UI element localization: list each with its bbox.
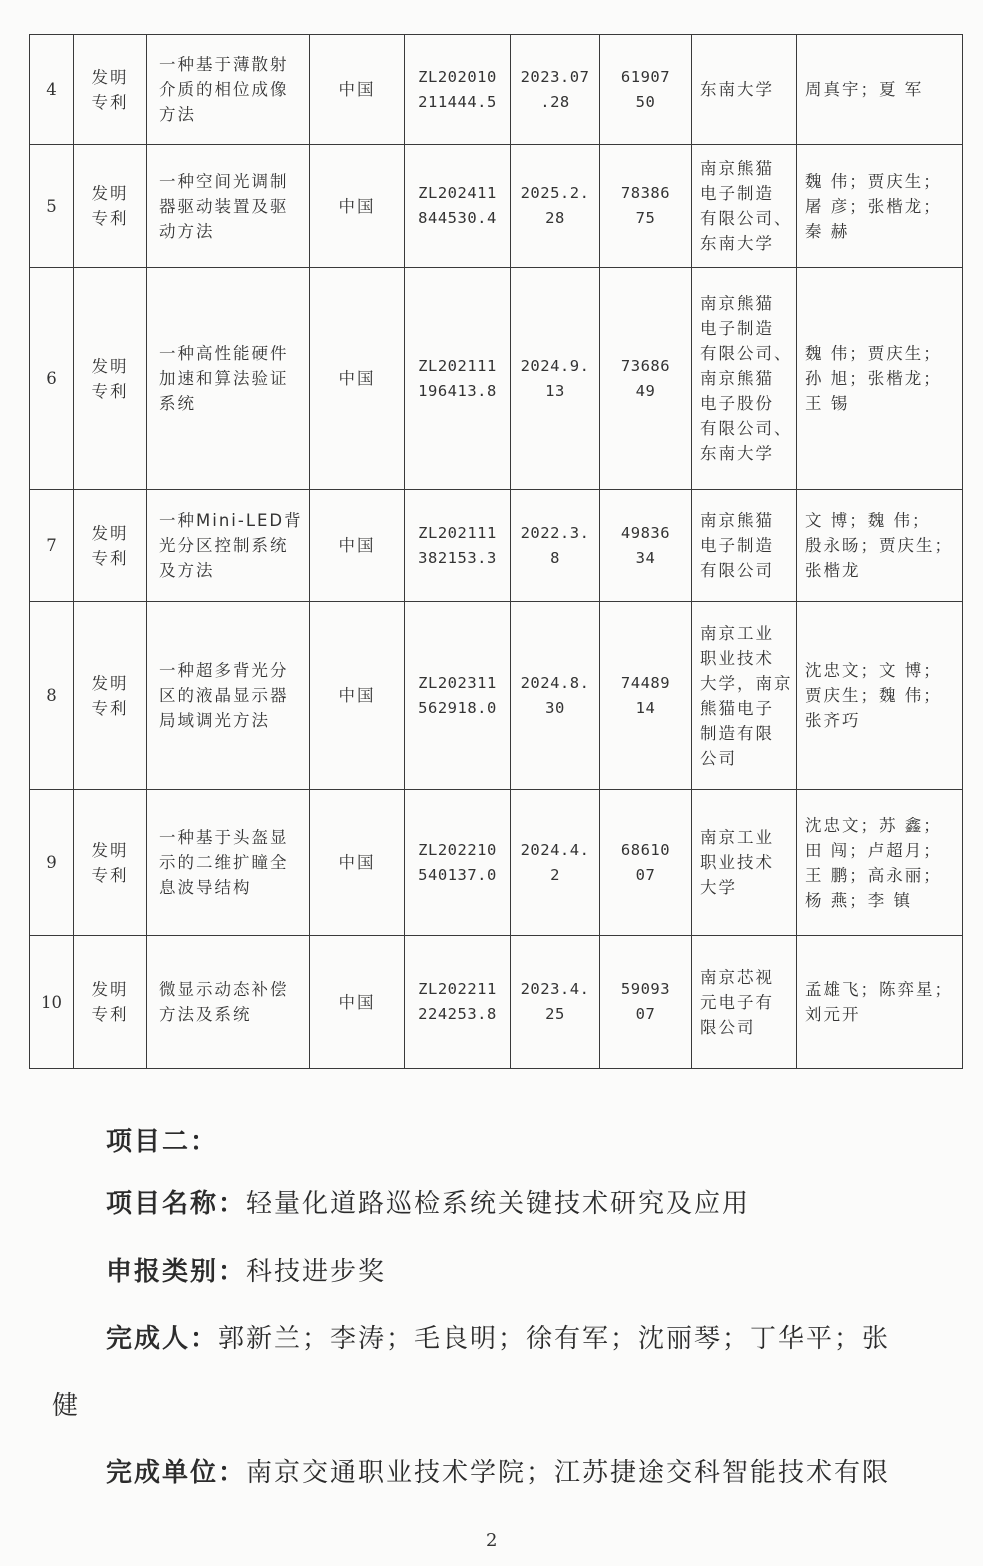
patent-owner-text: 东南大学 <box>700 234 774 253</box>
patent-name-text: 一种基于头盔显 <box>159 828 289 847</box>
certificate-number-cell <box>600 35 692 145</box>
country-cell <box>310 790 405 936</box>
patent-owner-text: 限公司 <box>700 1017 756 1037</box>
patent-number-text: 196413.8 <box>418 381 497 400</box>
patent-number-cell <box>405 936 511 1069</box>
project-completers-label: 完成人： <box>106 1324 219 1354</box>
inventors-text: 沈忠文；文 博； <box>805 661 942 680</box>
patent-owner-text: 东南大学 <box>700 80 774 99</box>
project-category-line <box>106 1251 386 1288</box>
patent-name-cell <box>147 145 310 268</box>
grant-date-text: 2024.8. <box>520 673 590 692</box>
certificate-number-text: 74489 <box>620 673 671 692</box>
inventors-text: 王 锡 <box>805 394 850 413</box>
patent-owner-text: 南京工业 <box>700 623 774 643</box>
patent-owner-text: 电子制造 <box>700 184 774 203</box>
patent-owner-text: 有限公司、 <box>700 419 793 438</box>
patent-owner-text: 电子制造 <box>700 319 774 338</box>
inventors-text: 贾庆生；魏 伟； <box>805 686 942 705</box>
certificate-number-text: 07 <box>635 865 656 884</box>
patent-name-text: 一种空间光调制 <box>159 171 289 191</box>
patent-owner-text: 熊猫电子 <box>700 698 774 718</box>
country-cell <box>310 936 405 1069</box>
inventors-text: 文 博；魏 伟； <box>805 511 931 530</box>
patent-type-text: 专利 <box>91 865 129 885</box>
patent-name-cell <box>147 936 310 1069</box>
certificate-number-cell <box>600 490 692 602</box>
inventors-cell <box>797 145 963 268</box>
grant-date-cell <box>511 145 600 268</box>
table-row <box>30 602 963 790</box>
patent-owner-text: 南京工业 <box>700 828 774 847</box>
project-name-label: 项目名称： <box>106 1189 247 1219</box>
grant-date-cell <box>511 268 600 490</box>
project-completers-line <box>106 1318 890 1355</box>
certificate-number-text: 49 <box>635 381 656 400</box>
inventors-cell <box>797 790 963 936</box>
patent-name-text: 动方法 <box>159 221 215 241</box>
inventors-text: 孟雄飞；陈弈星； <box>805 980 953 999</box>
grant-date-text: 2022.3. <box>520 523 590 542</box>
patent-number-text: ZL202210 <box>418 840 497 859</box>
patent-number-text: 224253.8 <box>418 1005 497 1023</box>
patent-name-text: 一种Mini-LED背 <box>159 511 303 530</box>
patent-type-cell <box>74 268 147 490</box>
certificate-number-text: 78386 <box>620 184 671 202</box>
patent-type-cell <box>74 490 147 602</box>
patent-owner-cell <box>692 145 797 268</box>
patent-owner-cell <box>692 490 797 602</box>
certificate-number-text: 50 <box>635 92 656 111</box>
certificate-number-text: 75 <box>635 209 656 227</box>
patent-owner-text: 南京熊猫 <box>700 369 774 388</box>
patent-type-text: 发明 <box>91 523 129 543</box>
patent-number-text: 540137.0 <box>418 865 497 884</box>
grant-date-text: 2024.9. <box>520 356 590 375</box>
patent-type-cell <box>74 145 147 268</box>
patent-owner-text: 大学，南京 <box>700 673 793 693</box>
inventors-cell <box>797 268 963 490</box>
country-text: 中国 <box>338 686 376 705</box>
patent-number-text: 382153.3 <box>418 548 497 567</box>
inventors-text: 杨 燕；李 镇 <box>805 890 912 910</box>
country-cell <box>310 145 405 268</box>
inventors-text: 田 闯；卢超月； <box>805 840 942 860</box>
row-number-cell <box>30 145 74 268</box>
inventors-cell <box>797 35 963 145</box>
project-category-label: 申报类别： <box>106 1257 247 1287</box>
patent-type-cell <box>74 936 147 1069</box>
certificate-number-text: 59093 <box>620 980 671 998</box>
patent-type-text: 发明 <box>91 356 129 376</box>
patent-type-text: 专利 <box>91 698 129 718</box>
patent-type-text: 发明 <box>91 67 129 87</box>
inventors-text: 王 鹏；高永丽； <box>805 865 942 885</box>
patent-type-text: 发明 <box>91 980 129 999</box>
row-number-text: 10 <box>41 992 62 1012</box>
row-number-text: 9 <box>46 853 57 872</box>
patent-name-text: 光分区控制系统 <box>159 536 289 555</box>
country-text: 中国 <box>338 369 376 388</box>
patent-name-text: 一种超多背光分 <box>159 661 289 680</box>
inventors-text: 沈忠文；苏 鑫； <box>805 815 942 835</box>
certificate-number-text: 49836 <box>620 523 671 542</box>
table-row <box>30 936 963 1069</box>
grant-date-text: 25 <box>545 1005 565 1023</box>
certificate-number-text: 14 <box>635 698 656 717</box>
grant-date-cell <box>511 35 600 145</box>
grant-date-text: 8 <box>550 548 560 567</box>
patent-name-text: 示的二维扩瞳全 <box>159 853 289 872</box>
certificate-number-cell <box>600 145 692 268</box>
patent-owner-cell <box>692 268 797 490</box>
table-row <box>30 35 963 145</box>
grant-date-cell <box>511 790 600 936</box>
table-body <box>30 35 963 1069</box>
patent-name-text: 介质的相位成像 <box>159 80 289 99</box>
certificate-number-text: 07 <box>635 1005 656 1023</box>
row-number-cell <box>30 268 74 490</box>
grant-date-text: 30 <box>545 698 565 717</box>
patent-number-cell <box>405 268 511 490</box>
row-number-cell <box>30 936 74 1069</box>
patent-type-text: 发明 <box>91 184 129 203</box>
patent-name-text: 及方法 <box>159 561 215 580</box>
country-text: 中国 <box>338 853 376 872</box>
project-units-line <box>106 1452 890 1489</box>
patent-name-cell <box>147 790 310 936</box>
project-units-label: 完成单位： <box>106 1458 247 1488</box>
inventors-cell <box>797 490 963 602</box>
inventors-text: 魏 伟；贾庆生； <box>805 171 942 191</box>
inventors-text: 魏 伟；贾庆生； <box>805 344 942 363</box>
patent-owner-cell <box>692 790 797 936</box>
patent-number-text: 211444.5 <box>418 92 497 111</box>
country-cell <box>310 35 405 145</box>
patent-name-cell <box>147 490 310 602</box>
patent-name-cell <box>147 268 310 490</box>
certificate-number-text: 34 <box>635 548 656 567</box>
patent-number-cell <box>405 602 511 790</box>
row-number-text: 5 <box>46 196 57 216</box>
inventors-text: 屠 彦；张楷龙； <box>805 196 942 216</box>
patent-type-text: 专利 <box>91 381 129 401</box>
page-number: 2 <box>486 1530 498 1551</box>
country-text: 中国 <box>338 196 376 216</box>
patent-owner-text: 有限公司、 <box>700 209 793 228</box>
country-cell <box>310 490 405 602</box>
patent-type-text: 发明 <box>91 673 129 693</box>
inventors-text: 孙 旭；张楷龙； <box>805 369 942 388</box>
inventors-text: 秦 赫 <box>805 221 850 241</box>
patent-number-cell <box>405 145 511 268</box>
patent-name-text: 息波导结构 <box>159 878 252 897</box>
grant-date-text: 2023.07 <box>520 67 590 86</box>
patent-number-text: ZL202010 <box>418 67 497 86</box>
row-number-text: 4 <box>46 80 57 99</box>
patent-number-cell <box>405 490 511 602</box>
table-row <box>30 490 963 602</box>
row-number-text: 8 <box>46 686 57 705</box>
inventors-text: 殷永旸；贾庆生； <box>805 536 953 555</box>
inventors-text: 张楷龙 <box>805 561 861 580</box>
grant-date-cell <box>511 602 600 790</box>
patent-name-text: 方法 <box>159 105 196 124</box>
inventors-cell <box>797 936 963 1069</box>
patent-number-text: ZL202211 <box>418 980 497 998</box>
grant-date-cell <box>511 936 600 1069</box>
patent-name-cell <box>147 35 310 145</box>
country-text: 中国 <box>338 80 376 99</box>
grant-date-cell <box>511 490 600 602</box>
patent-number-text: 844530.4 <box>418 209 497 227</box>
patent-owner-cell <box>692 936 797 1069</box>
grant-date-text: 28 <box>545 209 565 227</box>
patent-name-text: 局域调光方法 <box>159 711 270 730</box>
patent-name-text: 微显示动态补偿 <box>159 980 289 999</box>
patent-name-text: 一种高性能硬件 <box>159 344 289 363</box>
certificate-number-cell <box>600 602 692 790</box>
patent-table <box>29 34 963 1069</box>
patent-type-text: 发明 <box>91 840 129 860</box>
table-row <box>30 790 963 936</box>
row-number-text: 6 <box>46 369 57 388</box>
row-number-cell <box>30 602 74 790</box>
patent-name-text: 区的液晶显示器 <box>159 686 289 705</box>
patent-name-text: 加速和算法验证 <box>159 369 289 388</box>
certificate-number-text: 68610 <box>620 840 671 859</box>
patent-owner-text: 公司 <box>700 748 737 768</box>
patent-number-cell <box>405 790 511 936</box>
patent-owner-text: 大学 <box>700 878 737 897</box>
patent-type-text: 专利 <box>91 1005 129 1024</box>
patent-name-text: 一种基于薄散射 <box>159 55 289 74</box>
certificate-number-text: 61907 <box>620 67 671 86</box>
patent-name-text: 系统 <box>159 394 196 413</box>
country-text: 中国 <box>338 992 376 1012</box>
patent-type-text: 专利 <box>91 548 129 568</box>
patent-owner-text: 南京熊猫 <box>700 159 774 178</box>
project-completers-value: 郭新兰；李涛；毛良明；徐有军；沈丽琴；丁华平；张 <box>218 1324 891 1354</box>
grant-date-text: 2025.2. <box>520 184 590 202</box>
row-number-cell <box>30 35 74 145</box>
country-text: 中国 <box>338 536 376 555</box>
project-name-value: 轻量化道路巡检系统关键技术研究及应用 <box>246 1189 751 1219</box>
project-heading: 项目二： <box>106 1127 219 1157</box>
patent-owner-text: 有限公司、 <box>700 344 793 363</box>
patent-number-text: ZL202111 <box>418 356 497 375</box>
patent-type-text: 专利 <box>91 209 129 228</box>
patent-owner-text: 电子制造 <box>700 536 774 555</box>
row-number-cell <box>30 490 74 602</box>
patent-type-cell <box>74 602 147 790</box>
patent-number-text: ZL202311 <box>418 673 497 692</box>
patent-owner-cell <box>692 35 797 145</box>
table-row <box>30 268 963 490</box>
patent-name-cell <box>147 602 310 790</box>
inventors-text: 张齐巧 <box>805 711 861 730</box>
patent-owner-cell <box>692 602 797 790</box>
inventors-text: 周真宇；夏 军 <box>805 80 924 99</box>
grant-date-text: 2 <box>550 865 560 884</box>
patent-number-text: 562918.0 <box>418 698 497 717</box>
patent-owner-text: 有限公司 <box>700 561 774 580</box>
patent-owner-text: 东南大学 <box>700 444 774 463</box>
patent-owner-text: 职业技术 <box>700 853 774 872</box>
patent-owner-text: 制造有限 <box>700 723 774 743</box>
patent-owner-text: 电子股份 <box>700 394 774 413</box>
patent-type-cell <box>74 35 147 145</box>
certificate-number-cell <box>600 268 692 490</box>
patent-name-text: 器驱动装置及驱 <box>159 196 289 216</box>
patent-number-text: ZL202411 <box>418 184 497 202</box>
patent-owner-text: 职业技术 <box>700 648 774 668</box>
country-cell <box>310 268 405 490</box>
certificate-number-cell <box>600 936 692 1069</box>
project-category-value: 科技进步奖 <box>246 1257 387 1287</box>
certificate-number-cell <box>600 790 692 936</box>
patent-number-cell <box>405 35 511 145</box>
patent-number-text: ZL202111 <box>418 523 497 542</box>
grant-date-text: .28 <box>540 92 570 111</box>
patent-type-text: 专利 <box>91 92 129 112</box>
table-row <box>30 145 963 268</box>
patent-name-text: 方法及系统 <box>159 1005 252 1024</box>
row-number-text: 7 <box>46 536 57 555</box>
inventors-cell <box>797 602 963 790</box>
country-cell <box>310 602 405 790</box>
project-units-value: 南京交通职业技术学院；江苏捷途交科智能技术有限 <box>246 1458 891 1488</box>
row-number-cell <box>30 790 74 936</box>
patent-type-cell <box>74 790 147 936</box>
project-name-line <box>106 1183 750 1220</box>
grant-date-text: 13 <box>545 381 565 400</box>
patent-owner-text: 南京芯视 <box>700 967 774 987</box>
project-completers-continuation: 健 <box>52 1391 81 1421</box>
patent-owner-text: 南京熊猫 <box>700 294 774 313</box>
grant-date-text: 2023.4. <box>520 980 590 998</box>
inventors-text: 刘元开 <box>805 1005 861 1024</box>
grant-date-text: 2024.4. <box>520 840 590 859</box>
certificate-number-text: 73686 <box>620 356 671 375</box>
patent-owner-text: 元电子有 <box>700 992 774 1012</box>
patent-owner-text: 南京熊猫 <box>700 511 774 530</box>
